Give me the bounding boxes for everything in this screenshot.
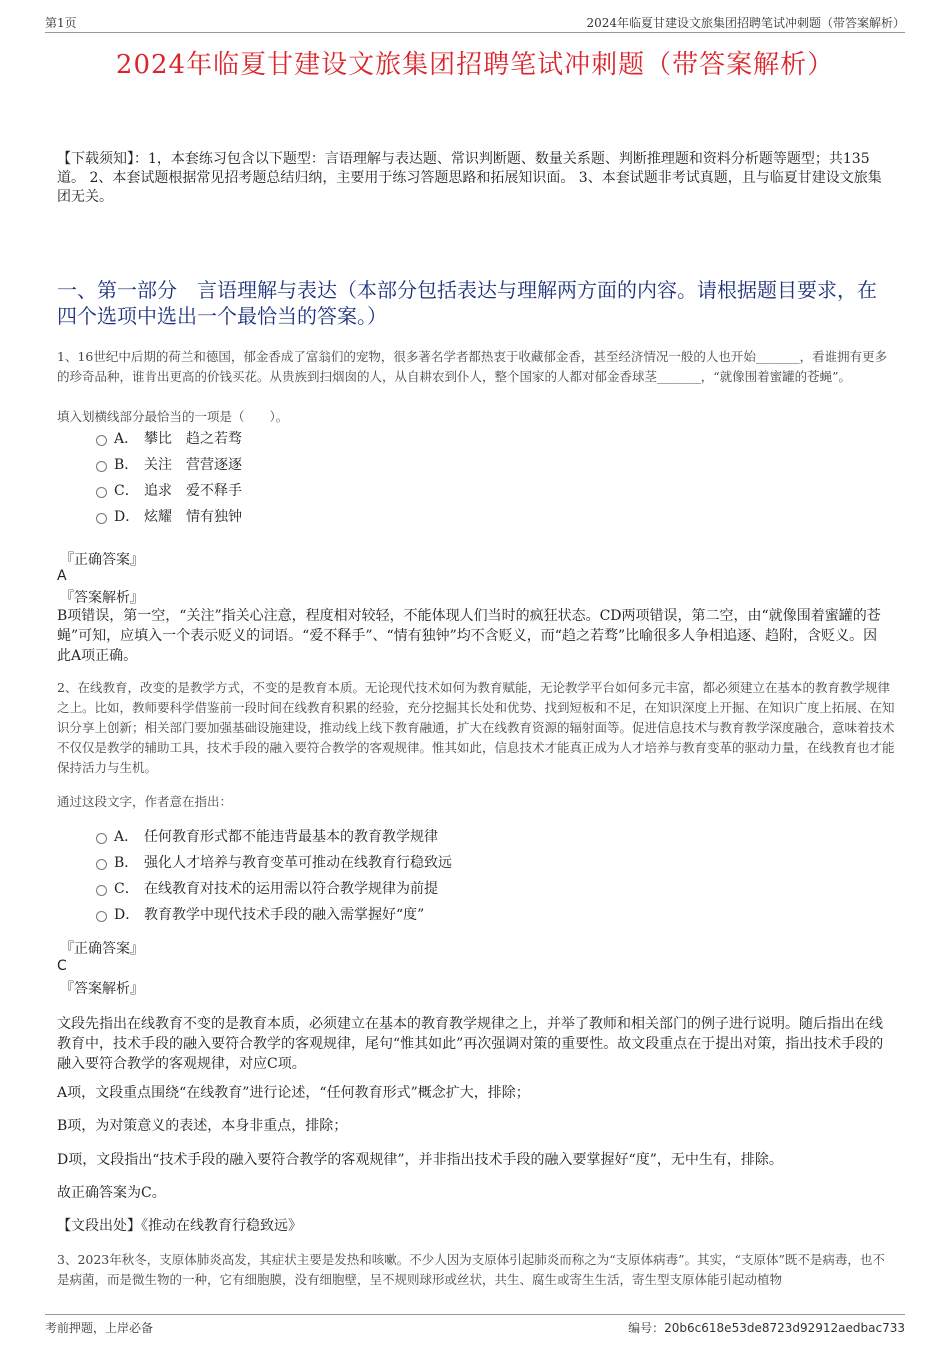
q2-source: 【文段出处】《推动在线教育行稳致远》 xyxy=(57,1218,302,1234)
q2-option-d[interactable]: D． 教育教学中现代技术手段的融入需掌握好“度” xyxy=(96,902,452,928)
radio-icon[interactable] xyxy=(96,885,107,896)
q1-analysis: B项错误，第一空，“关注”指关心注意，程度相对较轻，不能体现人们当时的疯狂状态。CD两项错误，第二空，由“就像围着蜜罐的苍蝇”可知，应填入一个表示贬义的词语。“爱不释手”、“情有独钟”均不含贬义，而“趋之若骛”比喻很多人争相追逐、趋附，含贬义。因此A项正确。 xyxy=(57,608,881,664)
radio-icon[interactable] xyxy=(96,513,107,524)
q1-option-c[interactable]: C． 追求 爱不释手 xyxy=(96,478,242,504)
radio-icon[interactable] xyxy=(96,859,107,870)
radio-icon[interactable] xyxy=(96,833,107,844)
q1-option-a[interactable]: A． 攀比 趋之若骛 xyxy=(96,426,242,452)
page-header xyxy=(45,14,905,33)
q2-answer: C xyxy=(57,958,67,974)
q1-option-d[interactable]: D． 炫耀 情有独钟 xyxy=(96,504,242,530)
q2-analysis-label: 『答案解析』 xyxy=(60,981,144,997)
radio-icon[interactable] xyxy=(96,911,107,922)
q1-options xyxy=(96,426,242,530)
section-heading: 一、第一部分 言语理解与表达（本部分包括表达与理解两方面的内容。请根据题目要求，在四个选项中选出一个最恰当的答案。） xyxy=(57,278,877,328)
q2-analysis-d: D项，文段指出“技术手段的融入要符合教学的客观规律”，并非指出技术手段的融入要掌握好“度”，无中生有，排除。 xyxy=(57,1152,783,1168)
q2-analysis-b: B项，为对策意义的表述，本身非重点，排除； xyxy=(57,1118,348,1134)
radio-icon[interactable] xyxy=(96,435,107,446)
q1-prompt: 填入划横线部分最恰当的一项是（ ）。 xyxy=(57,409,289,424)
page-footer xyxy=(45,1314,905,1335)
q2-prompt: 通过这段文字，作者意在指出： xyxy=(57,794,233,809)
radio-icon[interactable] xyxy=(96,487,107,498)
q2-option-b[interactable]: B． 强化人才培养与教育变革可推动在线教育行稳致远 xyxy=(96,850,452,876)
q2-option-c[interactable]: C． 在线教育对技术的运用需以符合教学规律为前提 xyxy=(96,876,452,902)
document-title: 2024年临夏甘建设文旅集团招聘笔试冲刺题（带答案解析） xyxy=(115,50,835,80)
q3-stem: 3、2023年秋冬，支原体肺炎高发，其症状主要是发热和咳嗽。不少人因为支原体引起肺炎而称之为“支原体病毒”。其实，“支原体”既不是病毒，也不是病菌，而是微生物的一种，它有细胞膜，没有细胞壁，呈不规则球形或丝状，共生、腐生或寄生生活，寄生型支原体能引起动植物 xyxy=(57,1252,885,1287)
header-doc-title: 2024年临夏甘建设文旅集团招聘笔试冲刺题（带答案解析） xyxy=(586,16,905,30)
footer-slogan: 考前押题，上岸必备 xyxy=(45,1321,154,1335)
q2-option-a[interactable]: A． 任何教育形式都不能违背最基本的教育教学规律 xyxy=(96,824,452,850)
q1-analysis-label: 『答案解析』 xyxy=(60,590,144,606)
q1-answer: A xyxy=(57,568,67,584)
q2-analysis-a: A项，文段重点围绕“在线教育”进行论述，“任何教育形式”概念扩大，排除； xyxy=(57,1085,530,1101)
q2-options xyxy=(96,824,452,928)
download-notice: 【下载须知】：1，本套练习包含以下题型：言语理解与表达题、常识判断题、数量关系题、判断推理题和资料分析题等题型；共135道。 2、本套试题根据常见招考题总结归纳，主要用于练习答题思路和拓展知识面。 3、本套试题非考试真题，且与临夏甘建设文旅集团无关。 xyxy=(57,151,882,205)
q1-option-b[interactable]: B． 关注 营营逐逐 xyxy=(96,452,242,478)
footer-code: 编号：20b6c618e53de8723d92912aedbac733 xyxy=(628,1321,905,1335)
q2-analysis-main: 文段先指出在线教育不变的是教育本质，必须建立在基本的教育教学规律之上，并举了教师和相关部门的例子进行说明。随后指出在线教育中，技术手段的融入要符合教学的客观规律，尾句“惟其如此”再次强调对策的重要性。故文段重点在于提出对策，指出技术手段的融入要符合教学的客观规律，对应C项。 xyxy=(57,1016,884,1072)
q1-answer-label: 『正确答案』 xyxy=(60,552,144,568)
q2-stem: 2、在线教育，改变的是教学方式，不变的是教育本质。无论现代技术如何为教育赋能，无论教学平台如何多元丰富，都必须建立在基本的教育教学规律之上。比如，教师要科学借鉴前一段时间在线教育积累的经验，充分挖掘其长处和优势、找到短板和不足，在知识深度上开掘、在知识广度上拓展、在知识分享上创新；相关部门要加强基础设施建设，推动线上线下教育融通，扩大在线教育资源的辐射面等。促进信息技术与教育教学深度融合，意味着技术不仅仅是教学的辅助工具，技术手段的融入要符合教学的客观规律。惟其如此，信息技术才能真正成为人才培养与教育变革的驱动力量，在线教育也才能保持活力与生机。 xyxy=(57,680,895,775)
q2-analysis-conclusion: 故正确答案为C。 xyxy=(57,1185,166,1201)
page-number: 第1页 xyxy=(45,16,77,30)
q2-answer-label: 『正确答案』 xyxy=(60,941,144,957)
radio-icon[interactable] xyxy=(96,461,107,472)
q1-stem: 1、16世纪中后期的荷兰和德国，郁金香成了富翁们的宠物，很多著名学者都热衷于收藏郁金香，甚至经济情况一般的人也开始_______，看谁拥有更多的珍奇品种，谁肯出更高的价钱买花。从贵族到扫烟囱的人，从自耕农到仆人，整个国家的人都对郁金香球茎_______，“就像围着蜜罐的苍蝇”。 xyxy=(57,349,888,384)
